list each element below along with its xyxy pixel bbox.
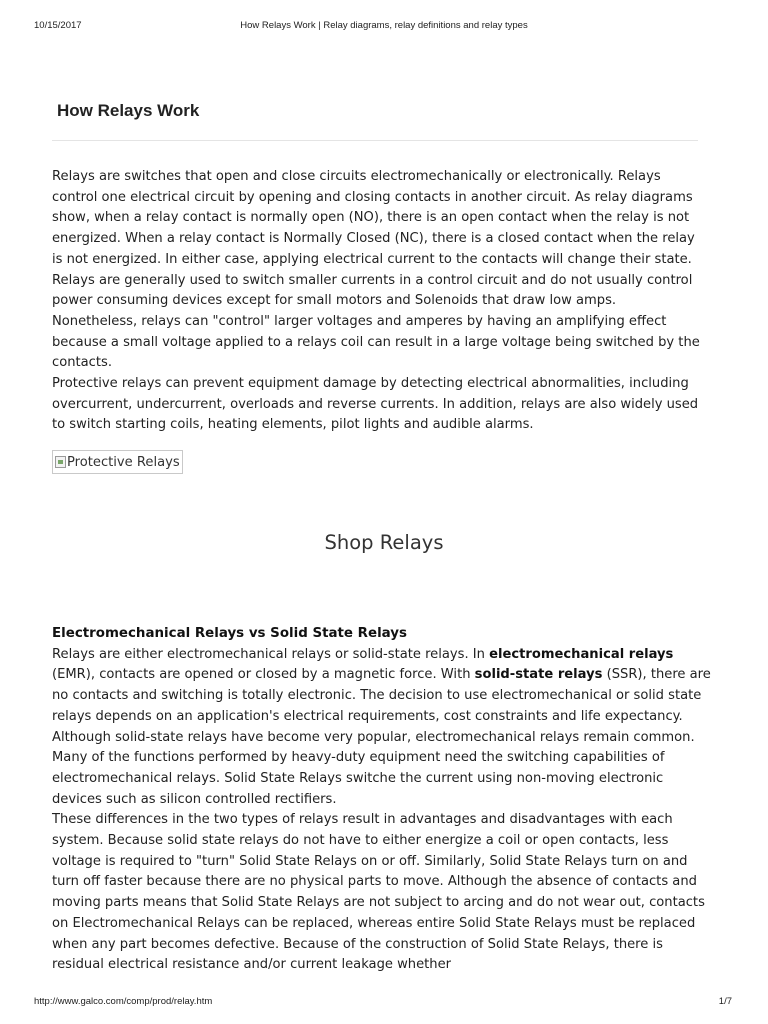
- ssr-term: solid-state relays: [474, 667, 603, 683]
- intro-paragraph-2: Relays are generally used to switch smaller currents in a control circuit and do not usually control power consuming devices except for small motors and Solenoids that draw low amps. Nonetheless, relays can "control" larger voltages and amperes by having an amplifying effect because a small voltage applied to a relays coil can result in a large voltage being switched by the contacts.: [52, 272, 700, 371]
- section-heading: Electromechanical Relays vs Solid State Relays: [52, 626, 407, 641]
- intro-paragraph-3: Protective relays can prevent equipment damage by detecting electrical abnormalities, including overcurrent, undercurrent, overloads and reverse currents. In addition, relays are also widely used to switch starting coils, heating elements, pilot lights and audible alarms.: [52, 376, 699, 433]
- print-footer: [0, 996, 768, 1010]
- page-number: 1/7: [718, 996, 732, 1007]
- intro-paragraph-1: Relays are switches that open and close circuits electromechanically or electronically. Relays control one electrical circuit by opening and closing contacts in another circuit. As relay diagrams show, when a relay contact is normally open (NO), there is an open contact when the relay is not energized. When a relay contact is Normally Closed (NC), there is a closed contact when the relay is not energized. In either case, applying electrical current to the contacts will change their state.: [52, 169, 695, 267]
- source-url: http://www.galco.com/comp/prod/relay.htm: [34, 996, 213, 1007]
- shop-relays-heading[interactable]: Shop Relays: [324, 531, 444, 554]
- article-intro: [52, 167, 704, 474]
- section-paragraph-2: These differences in the two types of relays result in advantages and disadvantages with each system. Because solid state relays do not have to either energize a coil or open contacts, less voltage is required to "turn" Solid State Relays on or off. Similarly, Solid State Relays turn on and turn off faster because there are no physical parts to move. Although the absence of contacts and moving parts means that Solid State Relays are not subject to arcing and do not wear out, contacts on Electromechanical Relays can be replaced, whereas entire Solid State Relays must be replaced when any part becomes defective. Because of the construction of Solid State Relays, there is residual electrical resistance and/or current leakage whether: [52, 812, 705, 973]
- title-divider: [52, 140, 698, 141]
- print-header: [0, 20, 768, 34]
- protective-relays-image[interactable]: [52, 450, 183, 474]
- page-title: How Relays Work: [57, 101, 200, 120]
- image-alt-text: Protective Relays: [67, 455, 180, 471]
- section-paragraph-1: Relays are either electromechanical relays or solid-state relays. In electromechanical relays (EMR), contacts are opened or closed by a magnetic force. With solid-state relays (SSR), there are no contacts and switching is totally electronic. The decision to use electromechanical or solid state relays depends on an application's electrical requirements, cost constraints and life expectancy. Although solid-state relays have become very popular, electromechanical relays remain common. Many of the functions performed by heavy-duty equipment need the switching capabilities of electromechanical relays. Solid State Relays switche the current using non-moving electronic devices such as silicon controlled rectifiers.: [52, 646, 711, 807]
- print-date: 10/15/2017: [34, 20, 82, 31]
- emr-term: electromechanical relays: [489, 646, 674, 662]
- print-page-title: How Relays Work | Relay diagrams, relay definitions and relay types: [240, 20, 528, 31]
- emr-vs-ssr-section: [52, 624, 712, 976]
- broken-image-icon: [55, 456, 66, 468]
